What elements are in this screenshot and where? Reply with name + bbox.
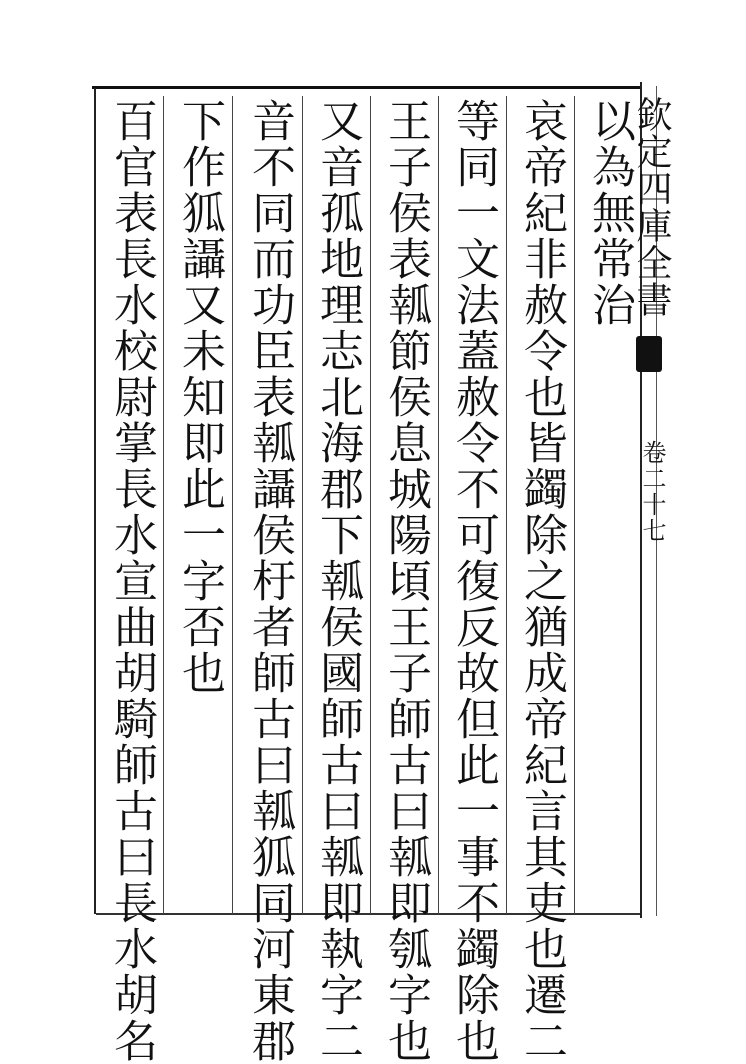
text-column-2: 哀帝紀非赦令也皆蠲除之猶成帝紀言其吏也遷二: [516, 98, 567, 1064]
page-frame-left: [94, 88, 96, 914]
column-rule: [574, 96, 575, 914]
column-rule: [438, 96, 439, 914]
text-column-6: 音不同而功臣表瓡讘侯杅者師古曰瓡狐同河東郡: [244, 98, 295, 1064]
column-rule: [163, 96, 164, 914]
column-rule: [302, 96, 303, 914]
page-frame-top: [92, 86, 640, 89]
column-rule: [232, 96, 233, 914]
column-rule: [506, 96, 507, 914]
margin-book-title: 欽定四庫全書: [631, 96, 672, 318]
text-column-4: 王子侯表瓡節侯息城陽頃王子師古曰瓡即瓠字也: [380, 98, 431, 1064]
fishtail-mark: [636, 336, 662, 372]
text-column-3: 等同一文法蓋赦令不可復反故但此一事不蠲除也: [448, 98, 499, 1064]
column-rule: [370, 96, 371, 914]
text-column-7: 下作狐讘又未知即此一字否也: [174, 98, 225, 696]
text-column-5: 又音孤地理志北海郡下瓡侯國師古曰瓡即執字二: [312, 98, 363, 1064]
text-column-1: 以為無常治: [584, 98, 635, 328]
margin-volume-label: 卷二十七: [638, 440, 666, 544]
text-column-8: 百官表長水校尉掌長水宣曲胡騎師古曰長水胡名: [106, 98, 157, 1064]
